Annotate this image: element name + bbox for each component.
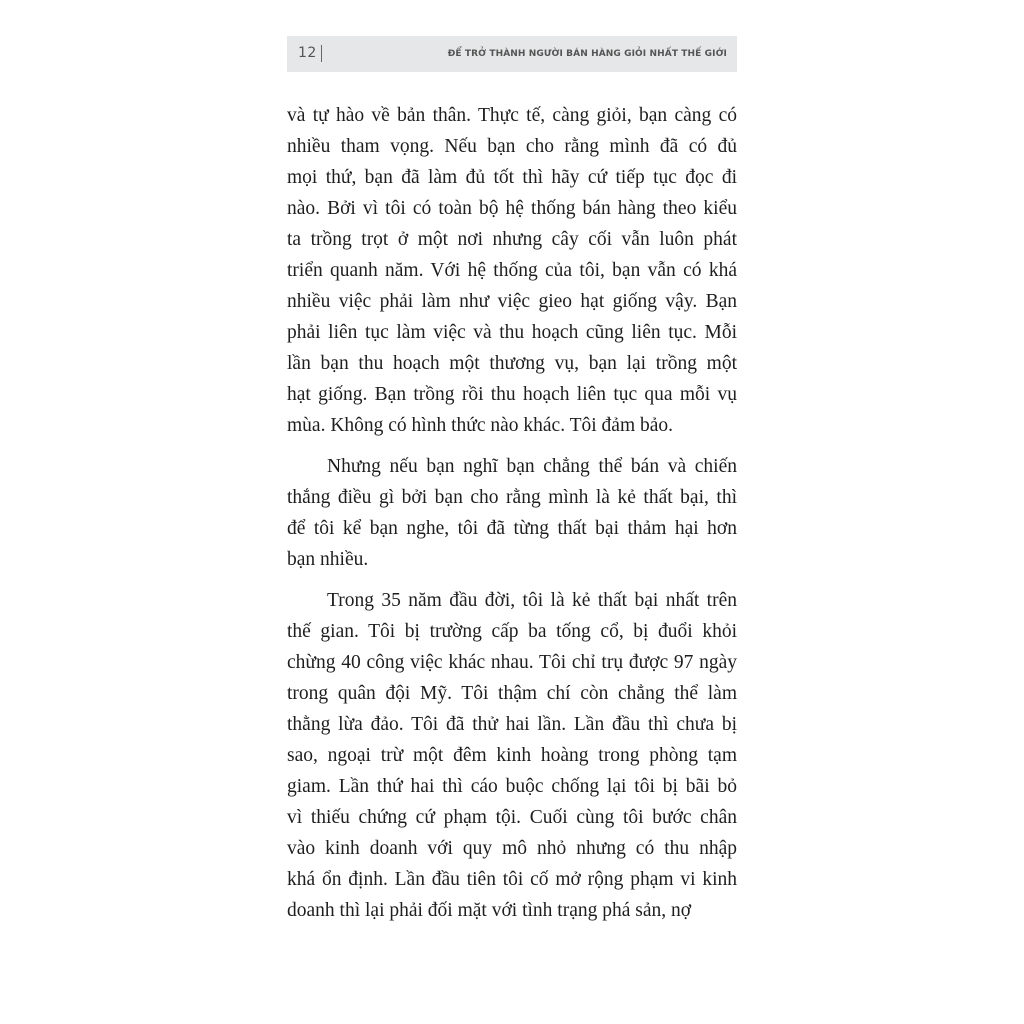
text-line: thế gian. Tôi bị trường cấp ba tống cổ, bị đuổi khỏi [287,621,737,642]
running-title: ĐỂ TRỞ THÀNH NGƯỜI BÁN HÀNG GIỎI NHẤT THẾ GIỚI [447,49,727,59]
page-number: 12 [298,45,317,61]
header-divider [321,45,322,62]
paragraph-gap [287,441,737,451]
page-header [287,36,737,72]
text-line: sao, ngoại trừ một đêm kinh hoàng trong phòng tạm [287,745,737,766]
text-line: ta trồng trọt ở một nơi nhưng cây cối vẫn luôn phát [287,229,737,250]
text-line: khá ổn định. Lần đầu tiên tôi cố mở rộng phạm vi kinh [287,869,737,890]
paragraph [287,585,737,926]
text-line: mùa. Không có hình thức nào khác. Tôi đảm bảo. [287,415,674,436]
paragraph [287,100,737,441]
text-line: mọi thứ, bạn đã làm đủ tốt thì hãy cứ tiếp tục đọc đi [287,167,737,188]
text-line: triển quanh năm. Với hệ thống của tôi, bạn vẫn có khá [287,260,737,281]
paragraph-gap [287,575,737,585]
text-line: thắng điều gì bởi bạn cho rằng mình là kẻ thất bại, thì [287,487,737,508]
text-line: trong quân đội Mỹ. Tôi thậm chí còn chẳng thể làm [287,683,737,704]
text-line: Trong 35 năm đầu đời, tôi là kẻ thất bại nhất trên [327,590,737,611]
text-line: nhiều tham vọng. Nếu bạn cho rằng mình đã có đủ [287,136,737,157]
text-line: chừng 40 công việc khác nhau. Tôi chỉ trụ được 97 ngày [287,652,737,673]
text-line: để tôi kể bạn nghe, tôi đã từng thất bại thảm hại hơn [287,518,737,539]
text-line: hạt giống. Bạn trồng rồi thu hoạch liên tục qua mỗi vụ [287,384,737,405]
text-line: lần bạn thu hoạch một thương vụ, bạn lại trồng một [287,353,737,374]
text-line: giam. Lần thứ hai thì cáo buộc chống lại tôi bị bãi bỏ [287,776,737,797]
text-line: nhiều việc phải làm như việc gieo hạt giống vậy. Bạn [287,291,737,312]
body-text [287,100,737,926]
text-line: phải liên tục làm việc và thu hoạch cũng liên tục. Mỗi [287,322,737,343]
text-line: thằng lừa đảo. Tôi đã thử hai lần. Lần đầu thì chưa bị [287,714,737,735]
text-line: nào. Bởi vì tôi có toàn bộ hệ thống bán hàng theo kiểu [287,198,737,219]
text-line: vì thiếu chứng cứ phạm tội. Cuối cùng tôi bước chân [287,807,737,828]
text-line: bạn nhiều. [287,549,369,570]
text-line: doanh thì lại phải đối mặt với tình trạng phá sản, nợ [287,900,692,921]
text-line: Nhưng nếu bạn nghĩ bạn chẳng thể bán và chiến [327,456,737,477]
paragraph [287,451,737,575]
text-line: vào kinh doanh với quy mô nhỏ nhưng có thu nhập [287,838,737,859]
text-line: và tự hào về bản thân. Thực tế, càng giỏi, bạn càng có [287,105,737,126]
